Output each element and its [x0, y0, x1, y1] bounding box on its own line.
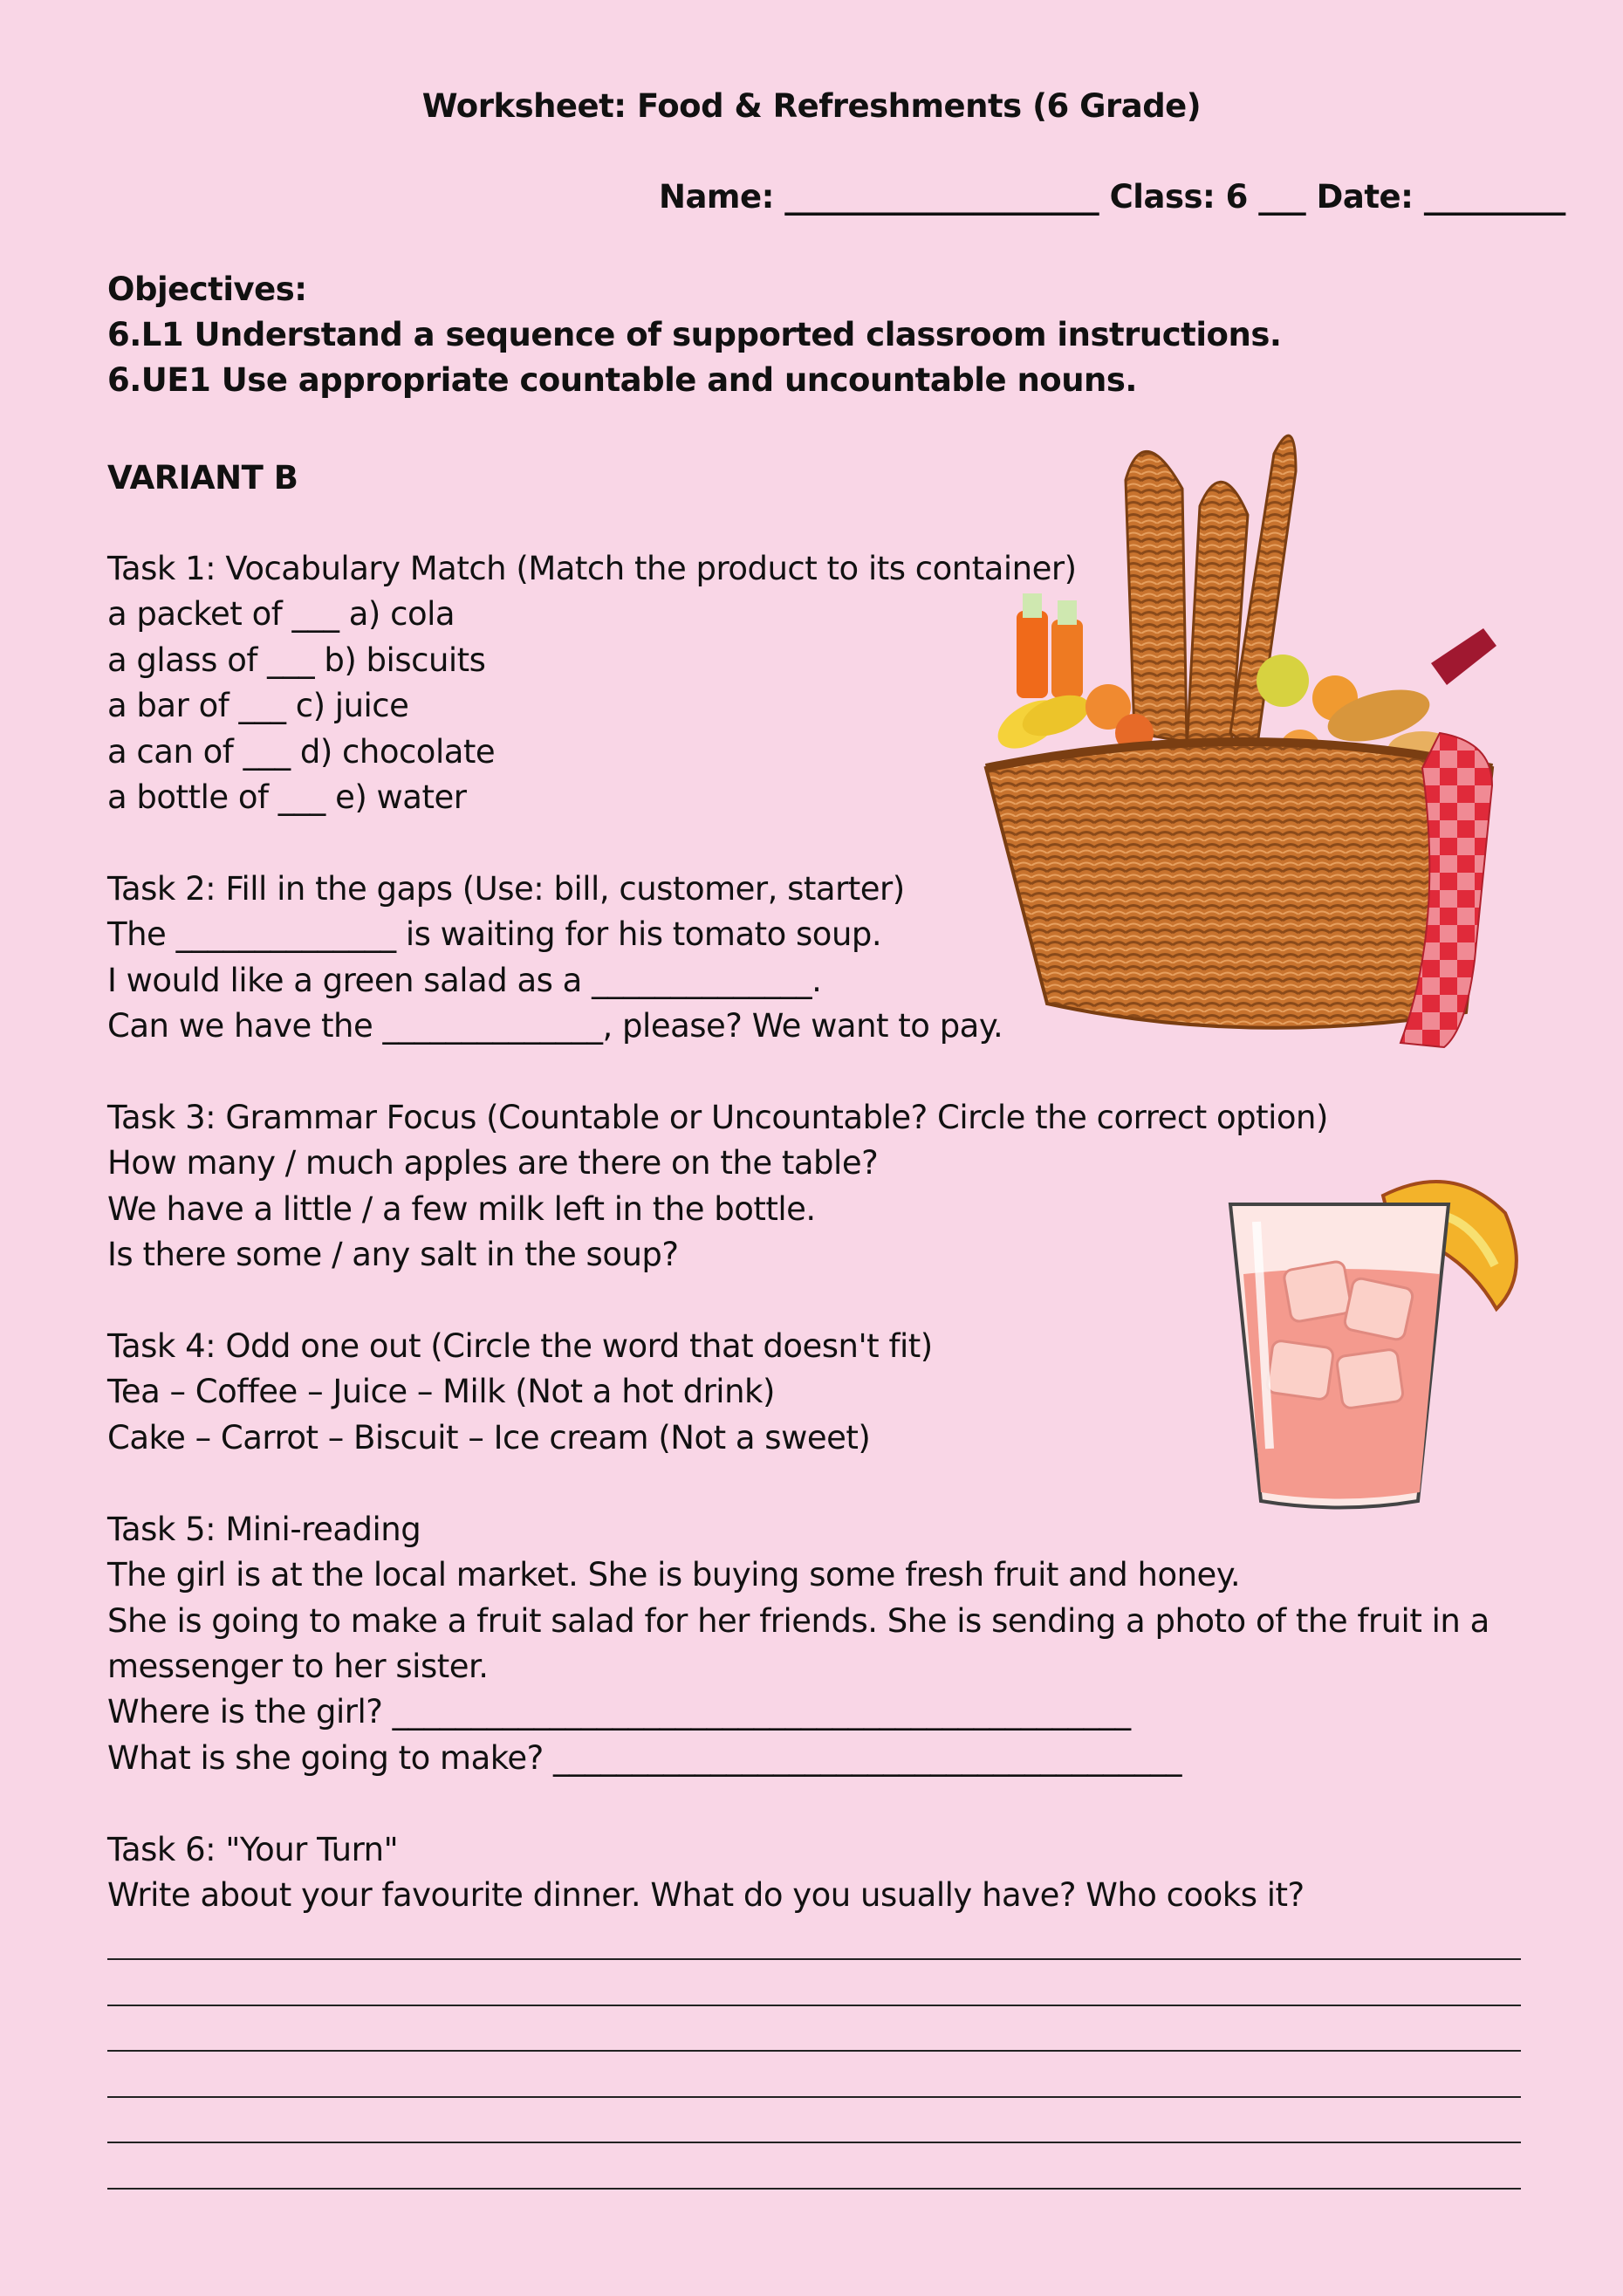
writing-line[interactable] [107, 2096, 1521, 2098]
task1-heading: Task 1: Vocabulary Match (Match the product to its container) [107, 550, 1077, 587]
task3-line: Is there some / any salt in the soup? [107, 1236, 679, 1273]
writing-line[interactable] [107, 2188, 1521, 2190]
variant-label: VARIANT B [107, 459, 298, 497]
task1-line: a glass of ___ b) biscuits [107, 641, 486, 679]
writing-line[interactable] [107, 2050, 1521, 2052]
task2-line: The ______________ is waiting for his tomato soup. [107, 915, 882, 953]
writing-line[interactable] [107, 2142, 1521, 2143]
juice-glass-icon [1217, 1161, 1523, 1518]
task5-line: The girl is at the local market. She is buying some fresh fruit and honey. [107, 1556, 1241, 1593]
objective-item: 6.UE1 Use appropriate countable and uncountable nouns. [107, 361, 1137, 399]
name-class-date-line: Name: ____________________ Class: 6 ___ Date: _________ [659, 178, 1565, 216]
task4-heading: Task 4: Odd one out (Circle the word that doesn't fit) [107, 1327, 933, 1365]
task1-line: a can of ___ d) chocolate [107, 733, 496, 771]
task2-heading: Task 2: Fill in the gaps (Use: bill, customer, starter) [107, 870, 905, 908]
task1-line: a bottle of ___ e) water [107, 778, 467, 816]
task5-line: messenger to her sister. [107, 1648, 489, 1685]
writing-line[interactable] [107, 1958, 1521, 1960]
task1-line: a packet of ___ a) cola [107, 595, 455, 633]
task5-heading: Task 5: Mini-reading [107, 1511, 421, 1548]
objective-item: 6.L1 Understand a sequence of supported classroom instructions. [107, 316, 1282, 353]
task5-line: Where is the girl? _______________________________________________ [107, 1693, 1131, 1731]
task4-line: Tea – Coffee – Juice – Milk (Not a hot drink) [107, 1373, 775, 1410]
task2-line: Can we have the ______________, please? We want to pay. [107, 1007, 1003, 1045]
task5-line: She is going to make a fruit salad for her friends. She is sending a photo of the fruit in a [107, 1602, 1489, 1640]
writing-line[interactable] [107, 2005, 1521, 2006]
task6-prompt: Write about your favourite dinner. What do you usually have? Who cooks it? [107, 1876, 1305, 1914]
objectives-heading: Objectives: [107, 271, 307, 308]
task4-line: Cake – Carrot – Biscuit – Ice cream (Not a sweet) [107, 1419, 871, 1456]
task6-heading: Task 6: "Your Turn" [107, 1831, 399, 1868]
task1-line: a bar of ___ c) juice [107, 687, 409, 724]
picnic-basket-icon [969, 401, 1527, 1065]
task3-line: We have a little / a few milk left in the bottle. [107, 1190, 816, 1228]
task3-line: How many / much apples are there on the table? [107, 1144, 879, 1182]
worksheet-title: Worksheet: Food & Refreshments (6 Grade) [421, 87, 1202, 125]
task5-line: What is she going to make? ________________________________________ [107, 1739, 1182, 1777]
task2-line: I would like a green salad as a ______________. [107, 962, 822, 999]
task3-heading: Task 3: Grammar Focus (Countable or Uncountable? Circle the correct option) [107, 1099, 1328, 1136]
